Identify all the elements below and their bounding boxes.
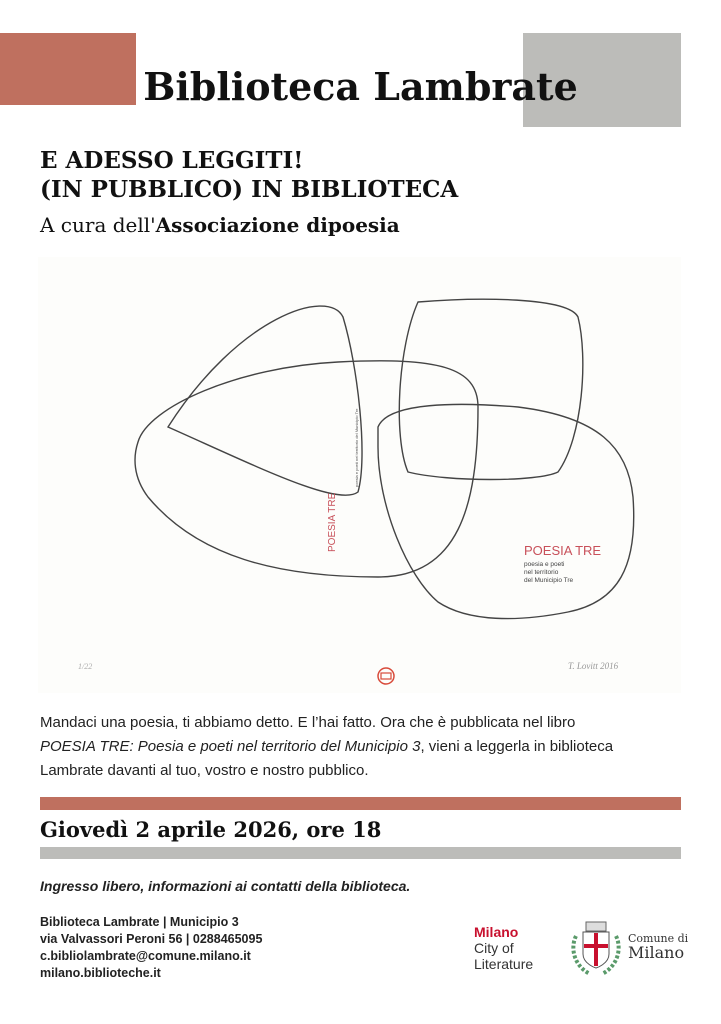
library-title: Biblioteca Lambrate — [143, 64, 578, 109]
divider-grey — [40, 847, 681, 859]
art-subtitle-2: nel territorio — [524, 569, 559, 576]
event-title-line1: E ADESSO LEGGITI! — [40, 147, 304, 174]
curated-by — [40, 213, 400, 237]
vertical-title: POESIA TRE — [327, 492, 338, 552]
shape-square — [399, 299, 583, 479]
shape-triangle-1 — [168, 306, 362, 495]
contact-email[interactable]: c.bibliolambrate@comune.milano.it — [40, 949, 251, 963]
description — [40, 711, 690, 783]
shape-triangle-2 — [135, 361, 478, 577]
art-subtitle-1: poesia e poeti — [524, 561, 565, 568]
artwork-lines — [38, 257, 681, 693]
description-line2-rest: , vieni a leggerla in biblioteca — [420, 738, 614, 755]
edition-number: 1/22 — [78, 662, 93, 671]
event-date: Giovedì 2 aprile 2026, ore 18 — [40, 817, 382, 842]
curated-prefix: A cura dell' — [40, 213, 156, 237]
shape-round — [378, 404, 634, 618]
signature: T. Lovitt 2016 — [568, 661, 619, 671]
comune-label: Comune di — [628, 932, 689, 945]
milano-city-of-literature-logo — [474, 924, 533, 972]
description-line2 — [40, 735, 690, 759]
logo-line3: Literature — [474, 956, 534, 972]
divider-terracotta — [40, 797, 681, 810]
admission-info: Ingresso libero, informazioni ai contatti della biblioteca. — [40, 878, 411, 894]
art-subtitle-3: del Municipio Tre — [524, 577, 574, 584]
logo-line2: City of — [474, 940, 514, 956]
logo-line1: Milano — [474, 924, 519, 940]
description-line3: Lambrate davanti al tuo, vostro e nostro pubblico. — [40, 762, 369, 779]
description-line1: Mandaci una poesia, ti abbiamo detto. E l’hai fatto. Ora che è pubblicata nel libro — [40, 714, 576, 731]
artwork — [38, 257, 681, 693]
contact-library: Biblioteca Lambrate | Municipio 3 — [40, 915, 239, 929]
milano-crest-icon — [568, 918, 624, 978]
contact-website[interactable]: milano.biblioteche.it — [40, 966, 161, 980]
vertical-subtitle: poesia e poeti nel territorio del Municipio Tre — [354, 408, 359, 487]
comune-di-milano-logo — [628, 932, 688, 961]
milano-label: Milano — [628, 943, 685, 962]
event-title-line2: (IN PUBBLICO) IN BIBLIOTECA — [40, 176, 459, 203]
contact-address: via Valvassori Peroni 56 | 0288465095 — [40, 932, 263, 946]
art-title: POESIA TRE — [524, 543, 602, 558]
book-title: POESIA TRE: Poesia e poeti nel territorio del Municipio 3 — [40, 738, 421, 755]
contacts — [40, 914, 262, 982]
event-title — [40, 146, 458, 204]
association-name: Associazione dipoesia — [155, 213, 400, 237]
stamp-icon — [378, 668, 394, 684]
